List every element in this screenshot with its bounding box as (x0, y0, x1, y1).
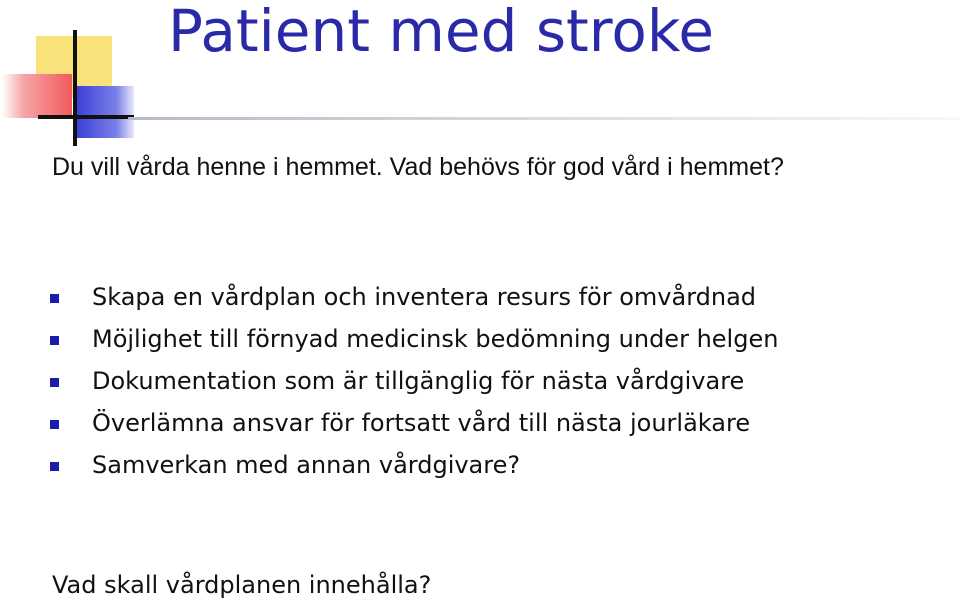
square-bullet-icon (50, 378, 59, 387)
list-item (50, 280, 778, 322)
square-bullet-icon (50, 420, 59, 429)
list-item-text: Skapa en vårdplan och inventera resurs för omvårdnad (92, 283, 757, 311)
blue-square (76, 86, 134, 138)
square-bullet-icon (50, 336, 59, 345)
list-item-text: Överlämna ansvar för fortsatt vård till nästa jourläkare (92, 409, 751, 437)
title-divider (128, 117, 960, 120)
list-item-text: Samverkan med annan vårdgivare? (92, 451, 521, 479)
list-item (50, 406, 778, 448)
closing-question: Vad skall vårdplanen innehålla? (52, 571, 432, 599)
slide-title: Patient med stroke (168, 0, 715, 65)
red-square (2, 74, 72, 118)
intro-text: Du vill vårda henne i hemmet. Vad behövs för god vård i hemmet? (52, 153, 784, 181)
list-item-text: Dokumentation som är tillgänglig för nästa vårdgivare (92, 367, 745, 395)
vertical-line (73, 30, 77, 146)
list-item (50, 364, 778, 406)
list-item (50, 448, 778, 490)
color-squares-logo-icon (0, 0, 140, 150)
list-item (50, 322, 778, 364)
horizontal-line (38, 115, 134, 119)
square-bullet-icon (50, 462, 59, 471)
bullet-list (50, 280, 778, 490)
square-bullet-icon (50, 294, 59, 303)
list-item-text: Möjlighet till förnyad medicinsk bedömning under helgen (92, 325, 779, 353)
